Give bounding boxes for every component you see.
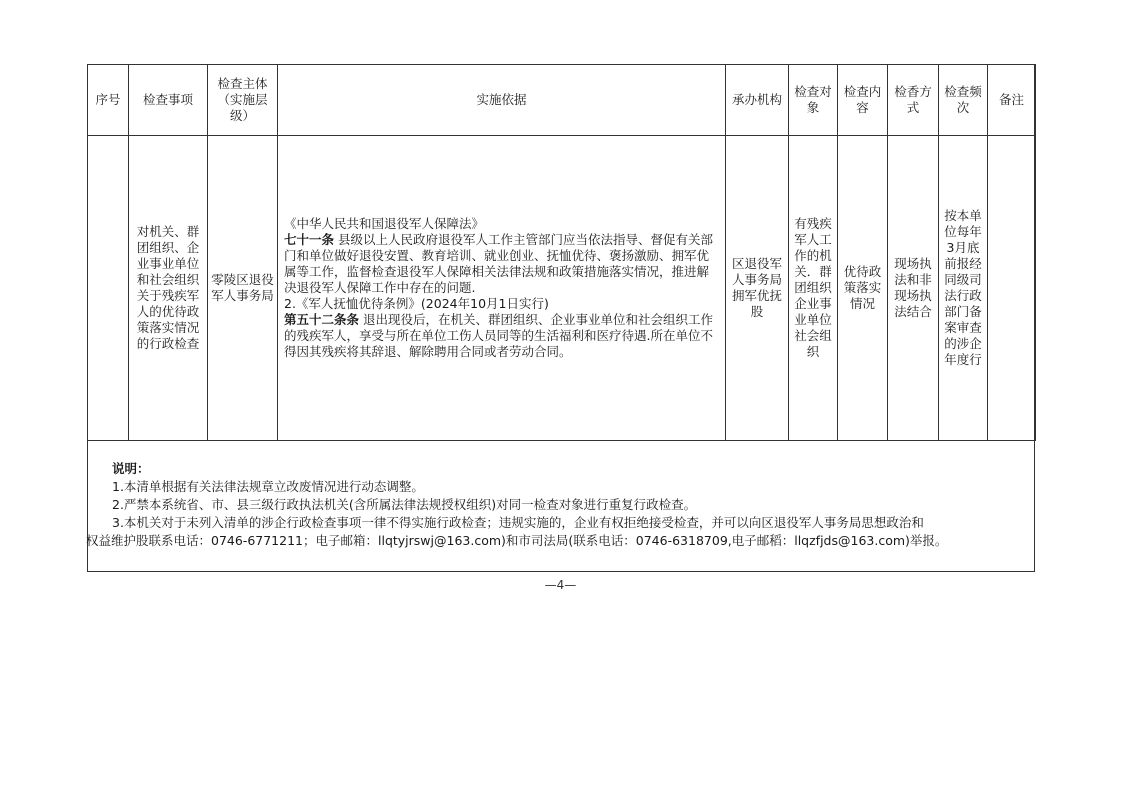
header-org: 承办机构 bbox=[726, 65, 789, 136]
note-3: 3.本机关对于未列入清单的涉企行政检查事项一律不得实施行政检查；违规实施的，企业有权拒绝接受检查，并可以向区退役军人事务局思想政治和 bbox=[112, 515, 924, 530]
article-52-title: 第五十二条条 bbox=[284, 312, 360, 327]
header-remark: 备注 bbox=[988, 65, 1036, 136]
basis-law2: 2.《军人抚恤优待条例》(2024年10月1日实行) bbox=[284, 296, 549, 311]
basis-law1: 《中华人民共和国退役军人保障法》 bbox=[284, 216, 485, 231]
table-row bbox=[88, 136, 1036, 441]
header-method: 检香方式 bbox=[888, 65, 939, 136]
header-target: 检查对象 bbox=[789, 65, 838, 136]
article-52-text: 退出现役后，在机关、群团组织、企业事业单位和社会组织工作的残疾军人，享受与所在单位工伤人员同等的生活福利和医疗待遇.所在单位不得因其残疾将其辞退、解除聘用合同或者劳动合同。 bbox=[284, 312, 713, 359]
header-subject: 检查主体（实施层级） bbox=[208, 65, 278, 136]
cell-freq: 按本单位每年3月底前报经同级司法行政部门备案审查的涉企年度行 bbox=[939, 136, 988, 441]
cell-method: 现场执法和非现场执法结合 bbox=[888, 136, 939, 441]
cell-content: 优待政策落实情况 bbox=[838, 136, 888, 441]
article-71-title: 七十一条 bbox=[284, 232, 335, 247]
notes-title: 说明： bbox=[112, 461, 150, 476]
header-content: 检查内容 bbox=[838, 65, 888, 136]
header-freq: 检查频次 bbox=[939, 65, 988, 136]
notes-section bbox=[86, 460, 1024, 550]
note-3-continued: 权益维护股联系电话：0746-6771211；电子邮箱：llqtyjrswj@163.com)和市司法局(联系电话：0746-6318709,电子邮稻：llqzfjds@163.com)举报。 bbox=[86, 533, 948, 548]
article-71-text: 县级以上人民政府退役军人工作主管部门应当依法指导、督促有关部门和单位做好退役安置、教育培训、就业创业、抚恤优待、褒扬激励、拥军优属等工作，监督检查退役军人保障相关法律法规和政策措施落实情况，推进解决退役军人保障工作中存在的问题. bbox=[284, 232, 713, 295]
page-number: —4— bbox=[544, 578, 577, 592]
note-2: 2.严禁本系统省、市、县三级行政执法机关(含所属法律法规授权组织)对同一检查对象进行重复行政检查。 bbox=[112, 497, 697, 512]
cell-remark bbox=[988, 136, 1036, 441]
header-item: 检查事项 bbox=[129, 65, 208, 136]
basis-article-71 bbox=[284, 232, 719, 296]
note-1: 1.本清单根据有关法律法规章立改废情况进行动态调整。 bbox=[112, 479, 424, 494]
header-basis: 实施依据 bbox=[278, 65, 726, 136]
cell-org: 区退役军人事务局拥军优抚股 bbox=[726, 136, 789, 441]
cell-item: 对机关、群团组织、企业事业单位和社会组织关于残疾军人的优待政策落实情况的行政检查 bbox=[129, 136, 208, 441]
table-header-row bbox=[88, 65, 1036, 136]
header-seq: 序号 bbox=[88, 65, 129, 136]
cell-seq bbox=[88, 136, 129, 441]
cell-basis bbox=[278, 136, 726, 441]
cell-target: 有残疾军人工作的机关．群团组织企业事业单位社会组织 bbox=[789, 136, 838, 441]
cell-subject: 零陵区退役军人事务局 bbox=[208, 136, 278, 441]
basis-article-52 bbox=[284, 312, 719, 360]
inspection-table bbox=[87, 64, 1036, 441]
